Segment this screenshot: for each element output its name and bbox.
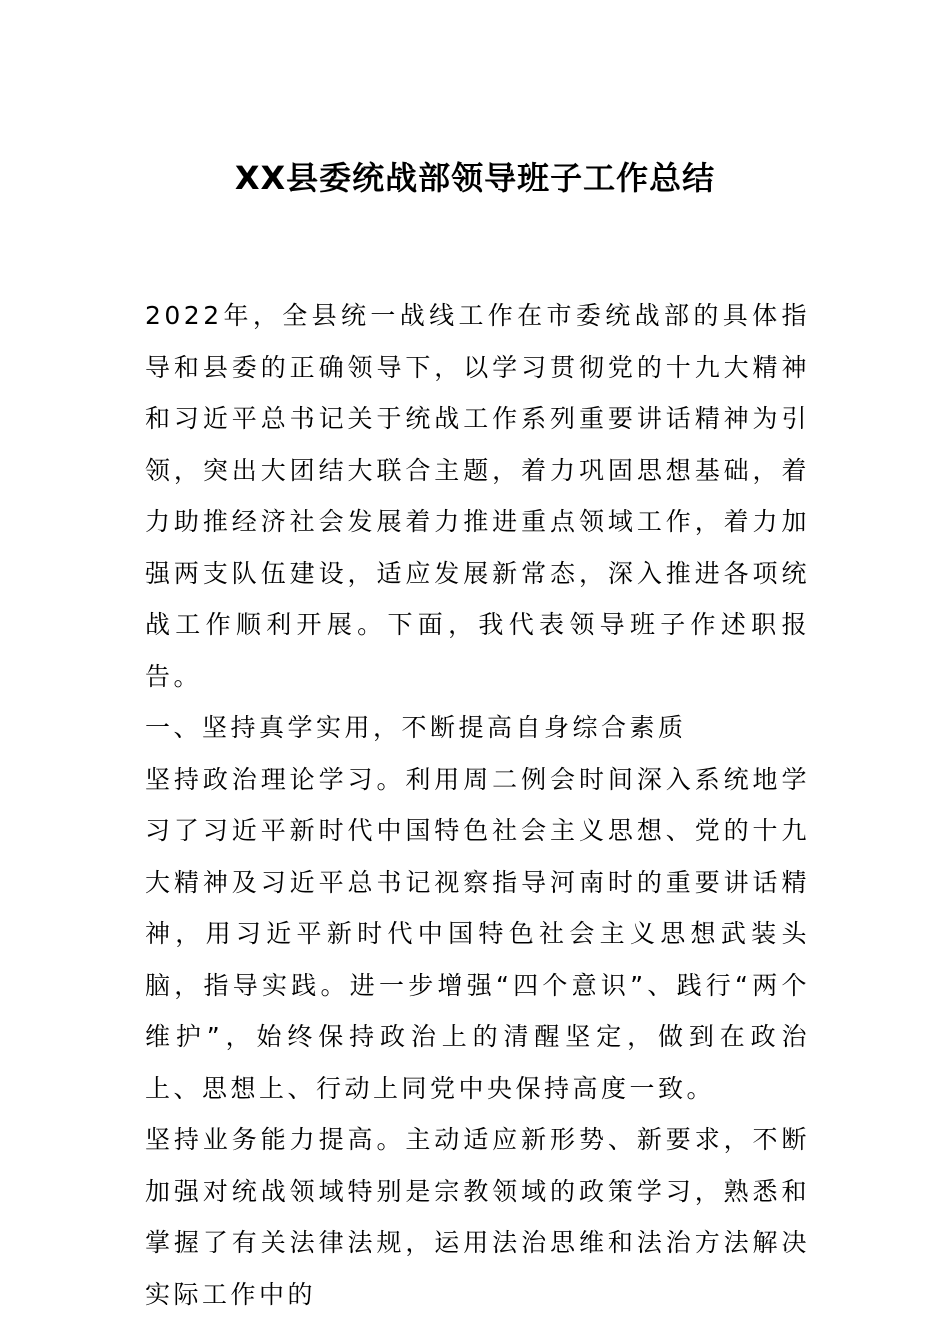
document-title: XX县委统战部领导班子工作总结 — [234, 159, 716, 197]
document-body — [145, 290, 810, 1320]
paragraph-business-ability: 坚持业务能力提高。主动适应新形势、新要求，不断加强对统战领域特别是宗教领域的政策学习，熟悉和掌握了有关法律法规，运用法治思维和法治方法解决实际工作中的 — [145, 1125, 810, 1309]
paragraph-intro: 2022年，全县统一战线工作在市委统战部的具体指导和县委的正确领导下，以学习贯彻党的十九大精神和习近平总书记关于统战工作系列重要讲话精神为引领，突出大团结大联合主题，着力巩固思想基础，着力助推经济社会发展着力推进重点领域工作，着力加强两支队伍建设，适应发展新常态，深入推进各项统战工作顺利开展。下面，我代表领导班子作述职报告。 — [145, 301, 810, 691]
section-heading: 一、坚持真学实用，不断提高自身综合素质 — [145, 713, 687, 742]
paragraph-political-study: 坚持政治理论学习。利用周二例会时间深入系统地学习了习近平新时代中国特色社会主义思想、党的十九大精神及习近平总书记视察指导河南时的重要讲话精神，用习近平新时代中国特色社会主义思想武装头脑，指导实践。进一步增强“四个意识”、践行“两个维护”，始终保持政治上的清醒坚定，做到在政治上、思想上、行动上同党中央保持高度一致。 — [145, 764, 810, 1103]
